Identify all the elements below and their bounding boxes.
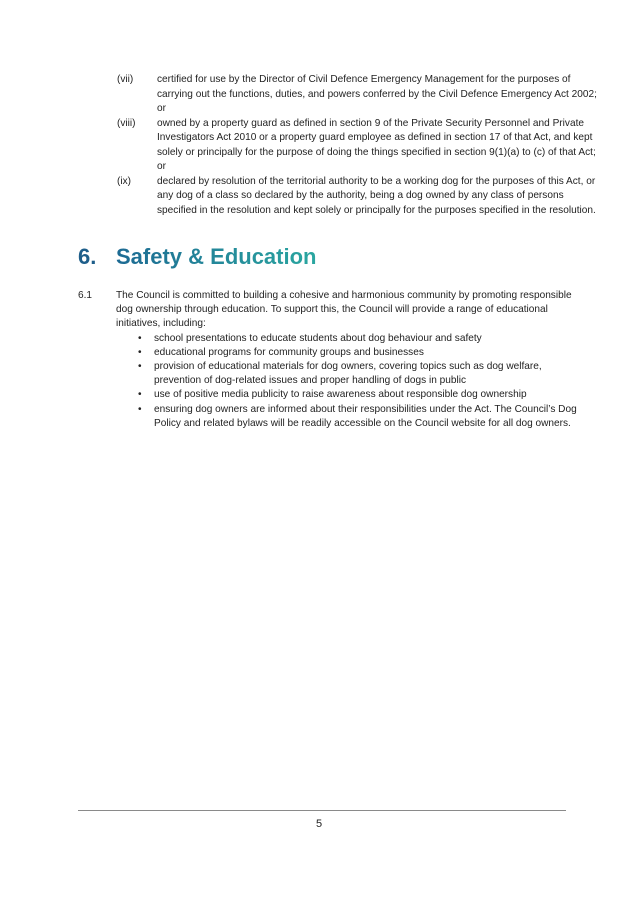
roman-numeral-list: [78, 73, 598, 218]
section-number: 6.: [78, 244, 97, 269]
paragraph-body: [116, 289, 590, 431]
item-number: (vii): [117, 74, 134, 85]
item-text: certified for use by the Director of Civil Defence Emergency Management for the purposes of carrying out the functions, duties, and powers conferred by the Civil Defence Emergency Act 2002; or: [157, 74, 597, 114]
list-item: [78, 73, 598, 117]
item-text: declared by resolution of the territorial authority to be a working dog for the purposes of this Act, or any dog of a class so declared by the authority, being a dog owned by any class of persons specified in the resolution and kept solely or principally for the purposes specified in the resolution.: [157, 175, 596, 216]
bullet-icon: •: [138, 389, 142, 401]
bullet-item: [116, 388, 590, 402]
bullet-icon: •: [138, 403, 142, 415]
bullet-list: [116, 332, 590, 431]
item-text: owned by a property guard as defined in section 9 of the Private Security Personnel and Private Investigators Act 2010 or a property guard employee as defined in section 17 of that Act, and kept solely or principally for the purpose of doing the things specified in section 9(1)(a) to (c) of that Act; or: [157, 117, 596, 172]
list-item: [78, 175, 598, 219]
bullet-text: educational programs for community groups and businesses: [154, 346, 424, 358]
page-number: 5: [315, 818, 323, 830]
bullet-text: provision of educational materials for dog owners, covering topics such as dog welfare, prevention of dog-related issues and proper handling of dogs in public: [154, 361, 542, 387]
bullet-text: use of positive media publicity to raise awareness about responsible dog ownership: [154, 389, 527, 401]
paragraph-number: 6.1: [78, 290, 93, 301]
numbered-paragraph: [78, 289, 590, 431]
bullet-icon: •: [138, 361, 142, 373]
item-number: (ix): [117, 175, 132, 187]
section-title: Safety & Education: [116, 244, 317, 269]
bullet-text: ensuring dog owners are informed about their responsibilities under the Act. The Council’s Dog Policy and related bylaws will be readily accessible on the Council website for all dog owners.: [154, 403, 577, 429]
footer-divider: [78, 810, 566, 811]
bullet-icon: •: [138, 346, 142, 358]
bullet-item: [116, 346, 590, 360]
bullet-item: [116, 360, 590, 388]
bullet-text: school presentations to educate students about dog behaviour and safety: [154, 332, 482, 344]
paragraph-text: The Council is committed to building a cohesive and harmonious community by promoting responsible dog ownership through education. To support this, the Council will provide a range of educational initiatives, including:: [116, 290, 572, 330]
item-number: (viii): [117, 117, 136, 129]
bullet-item: [116, 332, 590, 346]
list-item: [78, 117, 598, 175]
bullet-icon: •: [138, 332, 142, 344]
section-heading: [78, 244, 316, 270]
bullet-item: [116, 403, 590, 431]
